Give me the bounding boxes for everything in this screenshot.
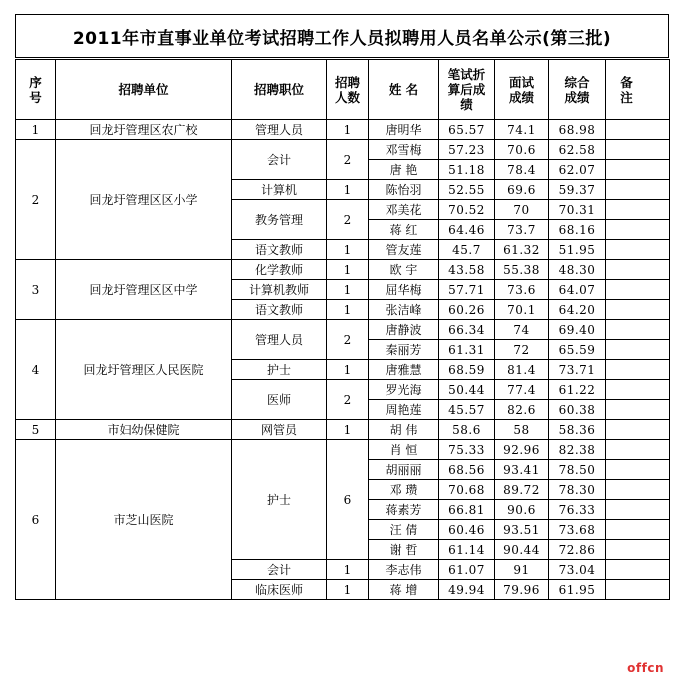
interview-cell: 90.6 xyxy=(495,500,549,520)
written-cell: 70.68 xyxy=(439,480,495,500)
name-cell: 唐雅慧 xyxy=(369,360,439,380)
written-cell: 68.59 xyxy=(439,360,495,380)
table-row xyxy=(16,420,670,440)
total-cell: 69.40 xyxy=(549,320,606,340)
name-cell: 周艳莲 xyxy=(369,400,439,420)
interview-cell: 90.44 xyxy=(495,540,549,560)
remark-cell xyxy=(606,240,670,260)
header-quota: 招聘人数 xyxy=(327,60,369,120)
written-cell: 57.23 xyxy=(439,140,495,160)
written-cell: 58.6 xyxy=(439,420,495,440)
interview-cell: 82.6 xyxy=(495,400,549,420)
total-cell: 73.71 xyxy=(549,360,606,380)
interview-cell: 92.96 xyxy=(495,440,549,460)
written-cell: 49.94 xyxy=(439,580,495,600)
name-cell: 蒋 增 xyxy=(369,580,439,600)
name-cell: 汪 倩 xyxy=(369,520,439,540)
written-cell: 61.31 xyxy=(439,340,495,360)
written-cell: 70.52 xyxy=(439,200,495,220)
total-cell: 78.50 xyxy=(549,460,606,480)
name-cell: 邓 瓒 xyxy=(369,480,439,500)
written-cell: 57.71 xyxy=(439,280,495,300)
interview-cell: 70.1 xyxy=(495,300,549,320)
position-cell: 语文教师 xyxy=(232,240,327,260)
written-cell: 61.14 xyxy=(439,540,495,560)
written-cell: 65.57 xyxy=(439,120,495,140)
total-cell: 60.38 xyxy=(549,400,606,420)
total-cell: 62.58 xyxy=(549,140,606,160)
quota-cell: 1 xyxy=(327,280,369,300)
quota-cell: 2 xyxy=(327,320,369,360)
written-cell: 51.18 xyxy=(439,160,495,180)
position-cell: 护士 xyxy=(232,360,327,380)
remark-cell xyxy=(606,120,670,140)
remark-cell xyxy=(606,160,670,180)
remark-cell xyxy=(606,360,670,380)
total-cell: 48.30 xyxy=(549,260,606,280)
position-cell: 临床医师 xyxy=(232,580,327,600)
position-cell: 医师 xyxy=(232,380,327,420)
name-cell: 李志伟 xyxy=(369,560,439,580)
remark-cell xyxy=(606,320,670,340)
header-total: 综合成绩 xyxy=(549,60,606,120)
remark-cell xyxy=(606,140,670,160)
remark-cell xyxy=(606,400,670,420)
interview-cell: 61.32 xyxy=(495,240,549,260)
written-cell: 60.26 xyxy=(439,300,495,320)
title-box xyxy=(15,14,669,58)
remark-cell xyxy=(606,500,670,520)
total-cell: 58.36 xyxy=(549,420,606,440)
written-cell: 45.57 xyxy=(439,400,495,420)
interview-cell: 73.6 xyxy=(495,280,549,300)
total-cell: 68.16 xyxy=(549,220,606,240)
remark-cell xyxy=(606,180,670,200)
quota-cell: 1 xyxy=(327,300,369,320)
position-cell: 会计 xyxy=(232,560,327,580)
remark-cell xyxy=(606,380,670,400)
position-cell: 会计 xyxy=(232,140,327,180)
interview-cell: 91 xyxy=(495,560,549,580)
name-cell: 肖 恒 xyxy=(369,440,439,460)
seq-cell: 2 xyxy=(16,140,56,260)
quota-cell: 1 xyxy=(327,120,369,140)
interview-cell: 81.4 xyxy=(495,360,549,380)
name-cell: 唐静波 xyxy=(369,320,439,340)
remark-cell xyxy=(606,200,670,220)
remark-cell xyxy=(606,480,670,500)
unit-cell: 回龙圩管理区区小学 xyxy=(56,140,232,260)
total-cell: 61.95 xyxy=(549,580,606,600)
written-cell: 61.07 xyxy=(439,560,495,580)
unit-cell: 回龙圩管理区人民医院 xyxy=(56,320,232,420)
header-unit: 招聘单位 xyxy=(56,60,232,120)
offcn-watermark: offcn xyxy=(627,661,664,675)
unit-cell: 市芝山医院 xyxy=(56,440,232,600)
interview-cell: 79.96 xyxy=(495,580,549,600)
remark-cell xyxy=(606,560,670,580)
interview-cell: 69.6 xyxy=(495,180,549,200)
remark-cell xyxy=(606,460,670,480)
total-cell: 78.30 xyxy=(549,480,606,500)
name-cell: 张洁峰 xyxy=(369,300,439,320)
table-row xyxy=(16,260,670,280)
interview-cell: 58 xyxy=(495,420,549,440)
total-cell: 65.59 xyxy=(549,340,606,360)
written-cell: 64.46 xyxy=(439,220,495,240)
seq-cell: 3 xyxy=(16,260,56,320)
position-cell: 计算机 xyxy=(232,180,327,200)
total-cell: 51.95 xyxy=(549,240,606,260)
interview-cell: 73.7 xyxy=(495,220,549,240)
remark-cell xyxy=(606,420,670,440)
header-remark: 备 注 xyxy=(606,60,670,120)
quota-cell: 1 xyxy=(327,360,369,380)
quota-cell: 2 xyxy=(327,200,369,240)
table-row xyxy=(16,320,670,340)
header-interview: 面试成绩 xyxy=(495,60,549,120)
position-cell: 语文教师 xyxy=(232,300,327,320)
quota-cell: 2 xyxy=(327,380,369,420)
unit-cell: 市妇幼保健院 xyxy=(56,420,232,440)
quota-cell: 1 xyxy=(327,240,369,260)
interview-cell: 74.1 xyxy=(495,120,549,140)
total-cell: 82.38 xyxy=(549,440,606,460)
seq-cell: 1 xyxy=(16,120,56,140)
name-cell: 管友莲 xyxy=(369,240,439,260)
total-cell: 76.33 xyxy=(549,500,606,520)
remark-cell xyxy=(606,580,670,600)
written-cell: 45.7 xyxy=(439,240,495,260)
position-cell: 护士 xyxy=(232,440,327,560)
position-cell: 计算机教师 xyxy=(232,280,327,300)
written-cell: 52.55 xyxy=(439,180,495,200)
name-cell: 邓雪梅 xyxy=(369,140,439,160)
table-row xyxy=(16,120,670,140)
remark-cell xyxy=(606,260,670,280)
position-cell: 化学教师 xyxy=(232,260,327,280)
remark-cell xyxy=(606,540,670,560)
total-cell: 68.98 xyxy=(549,120,606,140)
interview-cell: 55.38 xyxy=(495,260,549,280)
name-cell: 蒋 红 xyxy=(369,220,439,240)
remark-cell xyxy=(606,440,670,460)
name-cell: 胡丽丽 xyxy=(369,460,439,480)
header-position: 招聘职位 xyxy=(232,60,327,120)
total-cell: 70.31 xyxy=(549,200,606,220)
unit-cell: 回龙圩管理区农广校 xyxy=(56,120,232,140)
interview-cell: 93.51 xyxy=(495,520,549,540)
total-cell: 64.20 xyxy=(549,300,606,320)
position-cell: 网管员 xyxy=(232,420,327,440)
name-cell: 欧 宇 xyxy=(369,260,439,280)
name-cell: 陈怡羽 xyxy=(369,180,439,200)
written-cell: 66.81 xyxy=(439,500,495,520)
quota-cell: 6 xyxy=(327,440,369,560)
name-cell: 蒋素芳 xyxy=(369,500,439,520)
position-cell: 教务管理 xyxy=(232,200,327,240)
total-cell: 61.22 xyxy=(549,380,606,400)
name-cell: 唐 艳 xyxy=(369,160,439,180)
unit-cell: 回龙圩管理区区中学 xyxy=(56,260,232,320)
total-cell: 73.68 xyxy=(549,520,606,540)
table-row xyxy=(16,140,670,160)
name-cell: 屈华梅 xyxy=(369,280,439,300)
quota-cell: 1 xyxy=(327,560,369,580)
interview-cell: 77.4 xyxy=(495,380,549,400)
total-cell: 72.86 xyxy=(549,540,606,560)
written-cell: 50.44 xyxy=(439,380,495,400)
name-cell: 谢 哲 xyxy=(369,540,439,560)
results-table xyxy=(15,59,670,600)
page-title: 2011年市直事业单位考试招聘工作人员拟聘用人员名单公示(第三批) xyxy=(72,28,612,49)
interview-cell: 72 xyxy=(495,340,549,360)
interview-cell: 78.4 xyxy=(495,160,549,180)
quota-cell: 1 xyxy=(327,260,369,280)
interview-cell: 74 xyxy=(495,320,549,340)
seq-cell: 5 xyxy=(16,420,56,440)
position-cell: 管理人员 xyxy=(232,320,327,360)
header-seq: 序号 xyxy=(16,60,56,120)
total-cell: 59.37 xyxy=(549,180,606,200)
name-cell: 秦丽芳 xyxy=(369,340,439,360)
written-cell: 43.58 xyxy=(439,260,495,280)
quota-cell: 1 xyxy=(327,580,369,600)
interview-cell: 70.6 xyxy=(495,140,549,160)
total-cell: 62.07 xyxy=(549,160,606,180)
remark-cell xyxy=(606,520,670,540)
total-cell: 73.04 xyxy=(549,560,606,580)
quota-cell: 1 xyxy=(327,180,369,200)
quota-cell: 1 xyxy=(327,420,369,440)
position-cell: 管理人员 xyxy=(232,120,327,140)
interview-cell: 70 xyxy=(495,200,549,220)
remark-cell xyxy=(606,300,670,320)
written-cell: 68.56 xyxy=(439,460,495,480)
total-cell: 64.07 xyxy=(549,280,606,300)
name-cell: 胡 伟 xyxy=(369,420,439,440)
name-cell: 唐明华 xyxy=(369,120,439,140)
interview-cell: 93.41 xyxy=(495,460,549,480)
interview-cell: 89.72 xyxy=(495,480,549,500)
remark-cell xyxy=(606,280,670,300)
quota-cell: 2 xyxy=(327,140,369,180)
seq-cell: 4 xyxy=(16,320,56,420)
header-row xyxy=(16,60,670,120)
written-cell: 60.46 xyxy=(439,520,495,540)
name-cell: 罗光海 xyxy=(369,380,439,400)
remark-cell xyxy=(606,340,670,360)
table-row xyxy=(16,440,670,460)
written-cell: 75.33 xyxy=(439,440,495,460)
name-cell: 邓美花 xyxy=(369,200,439,220)
seq-cell: 6 xyxy=(16,440,56,600)
written-cell: 66.34 xyxy=(439,320,495,340)
remark-cell xyxy=(606,220,670,240)
header-written: 笔试折算后成绩 xyxy=(439,60,495,120)
header-name: 姓 名 xyxy=(369,60,439,120)
